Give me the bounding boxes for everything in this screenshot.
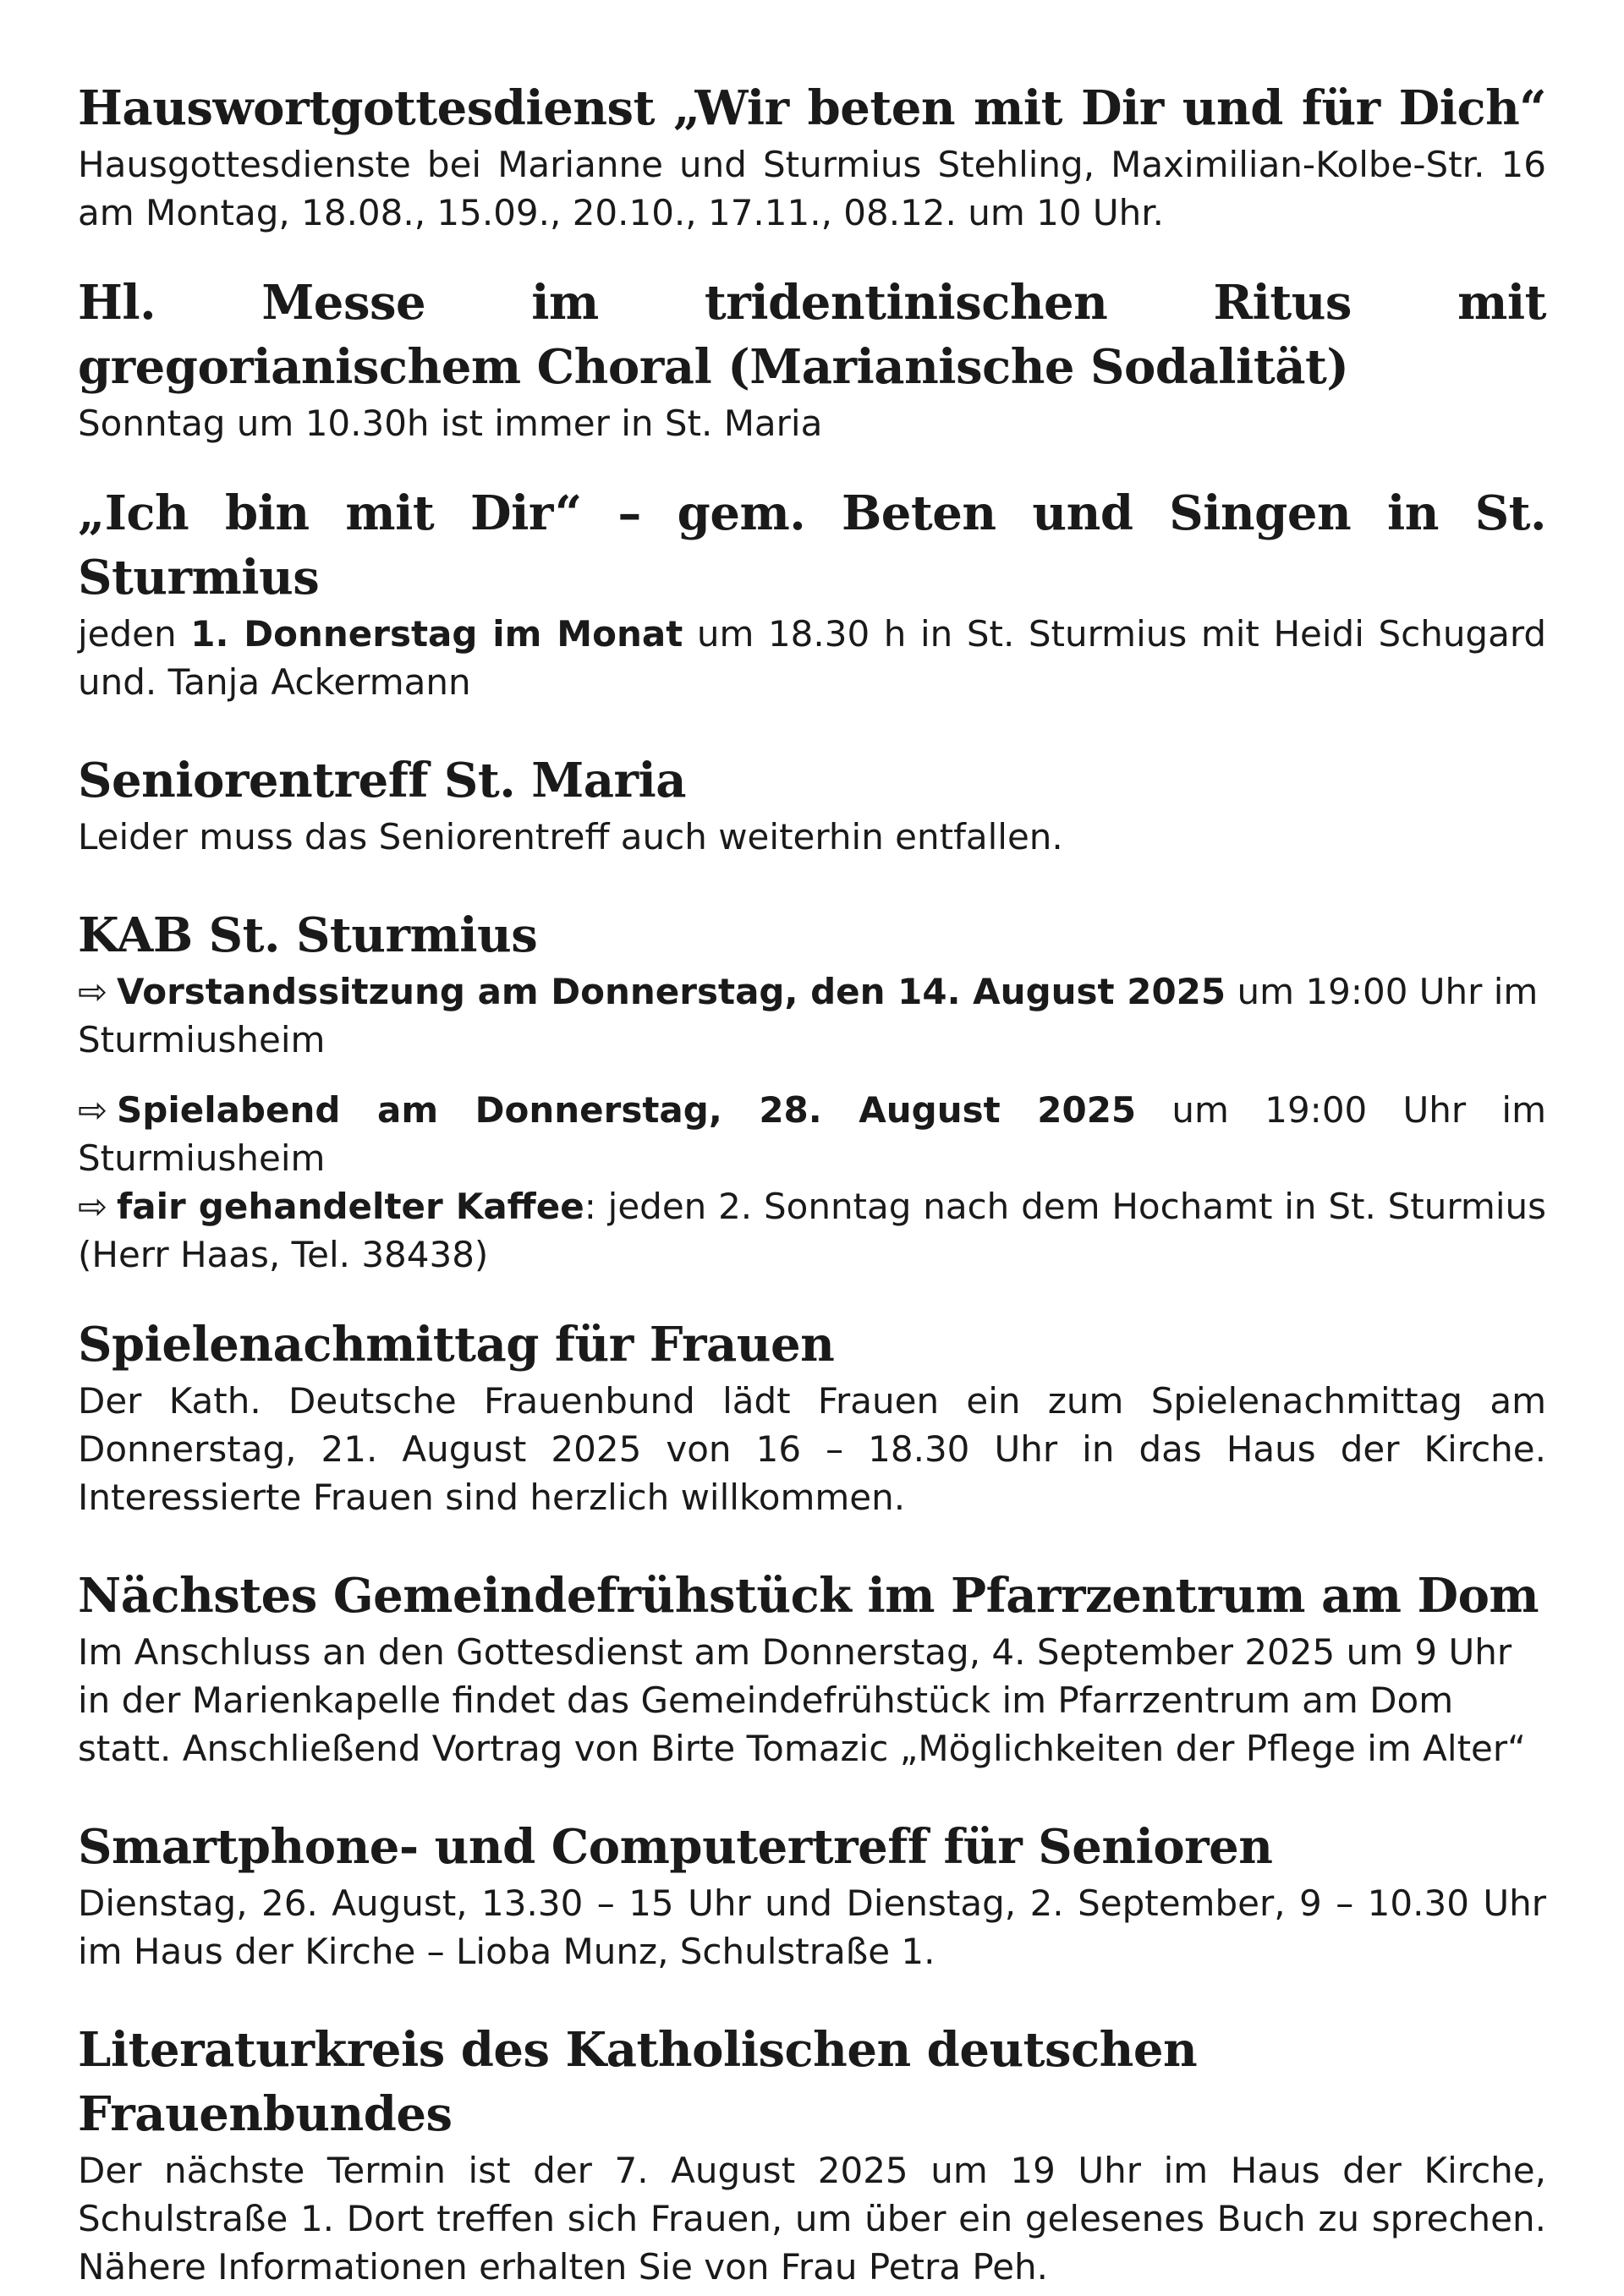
body-text: um 18.30 h in St. Sturmius mit Heidi Schugard und. Tanja Ackermann bbox=[78, 613, 1547, 703]
section-body bbox=[78, 610, 1546, 706]
section-spielenachmittag bbox=[78, 1312, 1546, 1521]
kab-item-bold: fair gehandelter Kaffee bbox=[117, 1186, 584, 1227]
section-title: Spielenachmittag für Frauen bbox=[78, 1317, 835, 1373]
section-title: Smartphone- und Computertreff für Senioren bbox=[78, 1819, 1273, 1875]
section-title: Nächstes Gemeindefrühstück im Pfarrzentrum am Dom bbox=[78, 1568, 1539, 1624]
body-bold: 1. Donnerstag im Monat bbox=[190, 613, 683, 655]
body-text: jeden bbox=[78, 613, 191, 655]
section-seniorentreff bbox=[78, 748, 1546, 861]
arrow-right-icon: ⇨ bbox=[78, 1089, 108, 1131]
kab-item-bold: Vorstandssitzung am Donnerstag, den 14. August 2025 bbox=[117, 971, 1226, 1012]
kab-item bbox=[78, 1182, 1546, 1279]
section-title: KAB St. Sturmius bbox=[78, 907, 538, 963]
arrow-right-icon: ⇨ bbox=[78, 971, 108, 1012]
kab-item-text: um 19:00 Uhr im Sturmiusheim bbox=[78, 971, 1539, 1060]
section-body: Leider muss das Seniorentreff auch weiterhin entfallen. bbox=[78, 816, 1063, 858]
kab-item-bold: Spielabend am Donnerstag, 28. August 2025 bbox=[117, 1089, 1137, 1131]
section-smartphone-treff bbox=[78, 1815, 1546, 1975]
section-body: Der Kath. Deutsche Frauenbund lädt Frauen ein zum Spielenachmittag am Donnerstag, 21. August 2025 von 16 – 18.30 Uhr in das Haus der Kirche. Interessierte Frauen sind herzlich willkommen. bbox=[78, 1380, 1546, 1518]
section-title: Literaturkreis des Katholischen deutschen Frauenbundes bbox=[78, 2022, 1198, 2142]
section-tridentinische-messe bbox=[78, 271, 1546, 447]
section-body: Der nächste Termin ist der 7. August 2025 um 19 Uhr im Haus der Kirche, Schulstraße 1. Dort treffen sich Frauen, um über ein gelesenes Buch zu sprechen. Nähere Informationen erhalten Sie von Frau Petra Peh. bbox=[78, 2150, 1546, 2288]
kab-item-text: : jeden 2. Sonntag nach dem Hochamt in St. Sturmius (Herr Haas, Tel. 38438) bbox=[78, 1186, 1546, 1275]
section-literaturkreis bbox=[78, 2018, 1546, 2291]
arrow-right-icon: ⇨ bbox=[78, 1186, 108, 1227]
section-title: Hauswortgottesdienst „Wir beten mit Dir und für Dich“ bbox=[78, 80, 1546, 136]
kab-item bbox=[78, 967, 1546, 1064]
section-kab bbox=[78, 903, 1546, 1279]
section-title: Seniorentreff St. Maria bbox=[78, 753, 687, 808]
section-body: Sonntag um 10.30h ist immer in St. Maria bbox=[78, 403, 823, 444]
section-title: „Ich bin mit Dir“ – gem. Beten und Singen in St. Sturmius bbox=[78, 485, 1546, 606]
section-body: Dienstag, 26. August, 13.30 – 15 Uhr und Dienstag, 2. September, 9 – 10.30 Uhr im Haus der Kirche – Lioba Munz, Schulstraße 1. bbox=[78, 1882, 1546, 1972]
kab-item-text: um 19:00 Uhr im Sturmiusheim bbox=[78, 1089, 1547, 1179]
section-ich-bin-mit-dir bbox=[78, 481, 1546, 706]
section-hauswortgottesdienst bbox=[78, 76, 1546, 237]
section-title: Hl. Messe im tridentinischen Ritus mit gregorianischem Choral (Marianische Sodalität) bbox=[78, 275, 1546, 395]
section-body: Hausgottesdienste bei Marianne und Sturmius Stehling, Maximilian-Kolbe-Str. 16 am Montag, 18.08., 15.09., 20.10., 17.11., 08.12. um 10 Uhr. bbox=[78, 144, 1546, 233]
section-gemeindefruehstueck bbox=[78, 1564, 1546, 1773]
kab-item bbox=[78, 1086, 1546, 1182]
section-body: Im Anschluss an den Gottesdienst am Donnerstag, 4. September 2025 um 9 Uhr in der Marienkapelle findet das Gemeindefrühstück im Pfarrzentrum am Dom statt. Anschließend Vortrag von Birte Tomazic „Möglichkeiten der Pflege im Alter“ bbox=[78, 1631, 1526, 1769]
